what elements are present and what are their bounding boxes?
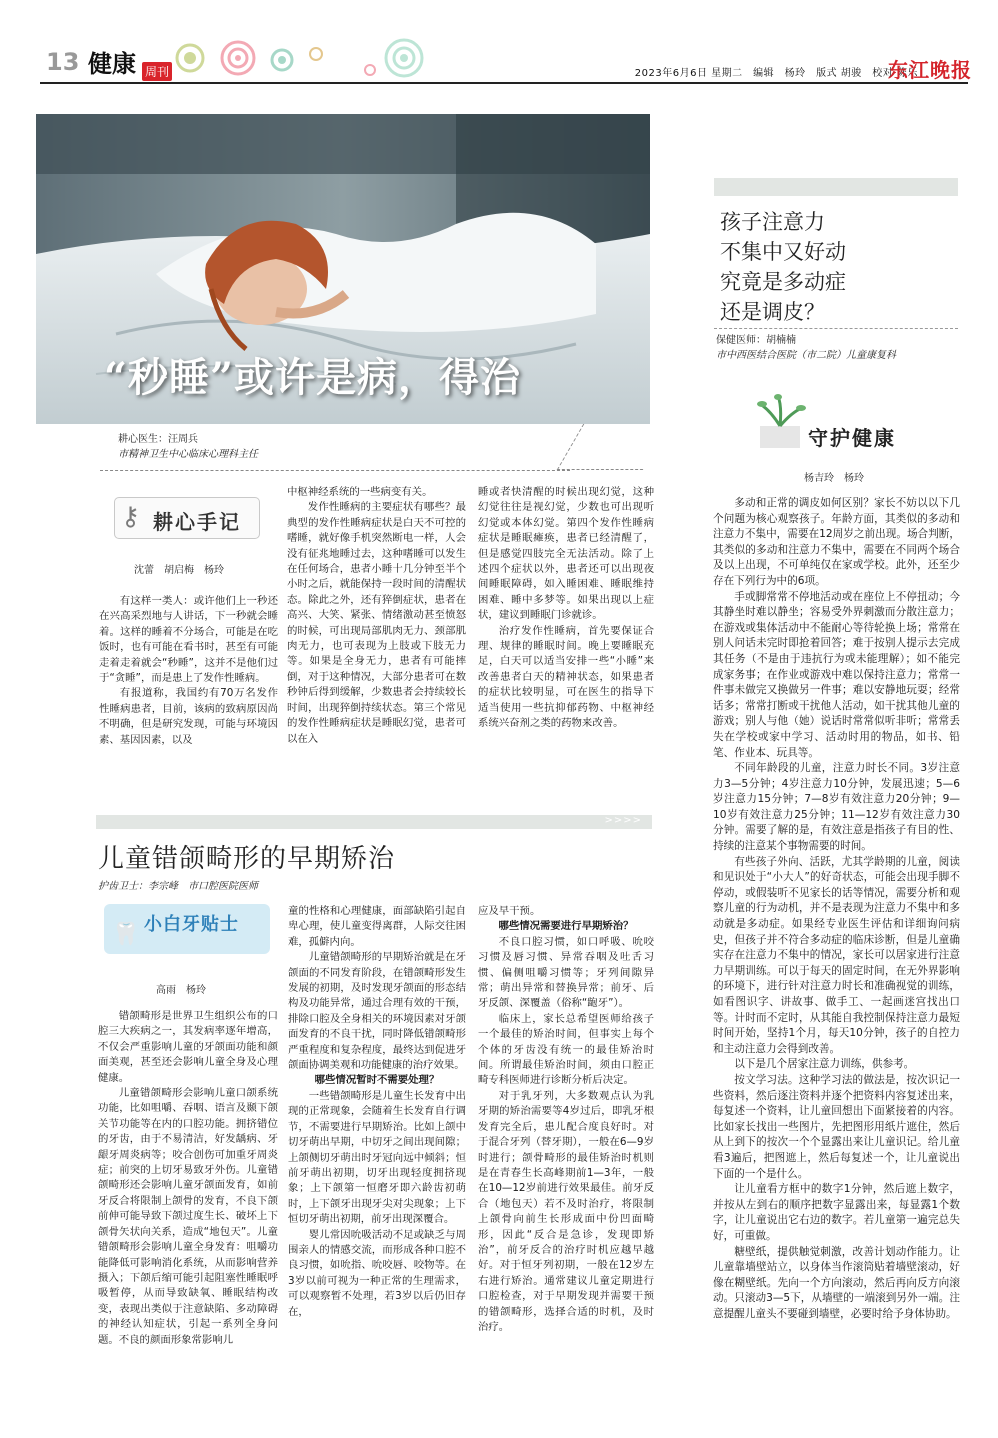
paragraph: 临床上，家长总希望医师给孩子一个最佳的矫治时间，但事实上每个个体的牙齿没有统一的最佳矫治时间。所谓最佳矫治时间，须由口腔正畸专科医师进行诊断分析后决定。 [478,1012,654,1087]
paragraph: 手或脚常常不停地活动或在座位上不停扭动；今其静坐时难以静坐；容易受外界刺激而分散注意力；在游戏或集体活动中不能耐心等待轮换上场；常常在别人问话未完时即抢着回答；难于按别人提示去完成其任务（不是由于违抗行为或未能理解）；如不能完成家务事；在作业或游戏中难以保持注意力；常常一件事未做完又换做另一件事；难以安静地玩耍；经常话多；常常打断或干扰他人活动，如干扰其他儿童的游戏；别人与他（她）说话时常常似听非听；常常丢失在学校或家中学习、活动时用的物品，如书、铅笔、作业本、玩具等。 [713,590,960,759]
paragraph: 有些孩子外向、活跃，尤其学龄期的儿童，阅读和见识处于“小大人”的好奇状态，可能会出现手脚不停动，或假装听不见家长的话等情况，需要分析和观察儿童的行为动机，并不是表现为注意力不集中和多动就是多动症。如果经专业医生评估和详细询问病史，但孩子并不符合多动症的临床诊断，但是儿童确实存在注意力不集中的情况，家长可以居家进行注意力早期训练。可以于每天的固定时间，在无外界影响的环境下，进行针对注意力时长和准确视觉的训练，如看图识字、讲故事、做手工、一起画迷宫找出口等。计时而不定时，从其能自我控制保持注意力最短时间开始，坚持1个月，每天10分钟，孩子的自控力和主动注意力会得到改善。 [713,855,960,1055]
paragraph: 以下是几个居家注意力训练，供参考。 [734,1058,915,1071]
article2-column-3 [478,904,654,1424]
paragraph: 中枢神经系统的一些病变有关。 [287,486,433,498]
header-rule [40,82,968,84]
sidebar-title-line: 还是调皮？ [720,300,825,324]
decor-circles [170,30,430,86]
section-name: 健康 [88,49,136,78]
paragraph: 让儿童看方框中的数字1分钟，然后遮上数字，并按从左到右的顺序把数字显露出来，每显露1个数字，让儿童说出它右边的数字。若儿童第一遍完总失好，可重做。 [713,1183,960,1242]
subheading: 哪些情况需要进行早期矫治？ [498,920,634,933]
paragraph: 错颌畸形是世界卫生组织公布的口腔三大疾病之一，其发病率逐年增高，不仅会严重影响儿童的牙颌面功能和颜面美观，甚至还会影响儿童全身及心理健康。 [98,1010,278,1084]
sidebar-title-line: 不集中又好动 [720,240,846,264]
feature-column-1 [99,594,278,824]
sidebar-title-line: 究竟是多动症 [720,270,846,294]
paragraph: 睡或者快清醒的时候出现幻觉，这种幻觉往往是视幻觉，少数也可出现听幻觉或本体幻觉。第四个发作性睡病症状是睡眠瘫痪，患者已经清醒了，但是感觉四肢完全无法活动。除了上述四个症状以外，患者还可以出现夜间睡眠障碍，如入睡困难、睡眠维持困难、睡中多梦等。如果出现以上症状，建议到睡眠门诊就诊。 [478,486,654,622]
paragraph: 不同年龄段的儿童，注意力时长不同。3岁注意力3—5分钟；4岁注意力10分钟，发展迅速；5—6岁注意力15分钟；7—8岁有效注意力20分钟；9—10岁有效注意力25分钟；11—12岁有效注意力30分钟。需要了解的是，有效注意是指孩子有目的性、持续的注意某个事物需要的时间。 [713,762,960,853]
feature-doctor-credit: 耕心医生：汪周兵 [118,434,198,445]
paragraph: 应及早干预。 [478,905,541,917]
sidebar-title-line: 孩子注意力 [720,210,825,234]
article2-column-1 [98,1009,278,1424]
sidebar-title [720,207,846,327]
sidebar-authors: 杨吉玲 杨玲 [804,473,864,484]
paragraph: 不良口腔习惯，如口呼吸、吮咬习惯及唇习惯、异常吞咽及吐舌习惯、偏侧咀嚼习惯等；牙列间隙异常；萌出异常和替换异常；前牙、后牙反颌、深覆盖（俗称“龅牙”）。 [478,935,654,1010]
paragraph: 婴儿常因吮吸活动不足或缺乏与周围亲人的情感交流，而形成各种口腔不良习惯，如吮指、吮咬唇、咬物等。在3岁以前可视为一种正常的生理需求，可以观察暂不处理，若3岁以后仍旧存在， [288,1228,466,1318]
arrow-marks: >>>> [604,815,642,826]
column-logo-text: 小白牙贴士 [144,914,239,935]
column-logo-text: 耕心手记 [153,510,241,534]
paragraph: 糖壁纸，提供触觉刺激，改善计划动作能力。让儿童靠墙壁站立，以身体当作滚筒贴着墙壁滚动，好像在糊壁纸。先向一个方向滚动，然后再向反方向滚动。只滚动3—5下，从墙壁的一端滚到另外一端。注意提醒儿童头不要碰到墙壁，必要时给予身体协助。 [713,1245,960,1320]
feature-column-2 [287,485,466,825]
paragraph: 童的性格和心理健康，面部缺陷引起自卑心理，使儿童变得离群，人际交往困难，孤僻内向。 [288,905,466,948]
paragraph: 儿童错颌畸形的早期矫治就是在牙颌面的不同发育阶段，在错颌畸形发生发展的初期，及时发现牙颌面的形态结构及功能异常，通过合理有效的干预，排除口腔及全身相关的环境因素对牙颌面发育的不良干扰，同时降低错颌畸形严重程度和复杂程度，最终达到促进牙颌面协调美观和功能健康的治疗效果。 [288,951,466,1072]
article2-authors: 高雨 杨玲 [156,985,206,996]
sidebar-body [713,496,960,1430]
date-editors: 2023年6月6日 星期二 编辑 杨玲 版式 胡骏 校对 陈乐 [634,68,918,79]
paragraph: 按文学习法。这种学习法的做法是，按次识记一些资料，然后逐注资料并逐个把资料内容复述出来，每复述一个资料，让儿童回想出下面紧接着的内容。比如家长找出一些图片，先把图形用纸片遮住，然后从上到下的按次一个个显露出来让儿童识记。给儿童看3遍后，把图遮上，然后每复述一个，让儿童说出下面的一个是什么。 [713,1073,960,1180]
article2-column-2 [288,904,466,1424]
article2-doctor-credit: 护齿卫士：李宗峰 市口腔医院医师 [98,881,258,892]
key-icon: ⚷ [121,502,141,532]
sidebar-doctor-affiliation: 市中西医结合医院（市二院）儿童康复科 [716,350,896,361]
paragraph: 多动和正常的调皮如何区别？家长不妨以以下几个问题为核心观察孩子。年龄方面，其类似的多动和注意力不集中，需要在12周岁之前出现。场合判断，其类似的多动和注意力不集中，需要在不同两个场合及以上出现，不可单纯仅在家或学校。此外，还至少存在下列行为中的6项。 [713,497,960,587]
section-tag: 周刊 [142,62,172,81]
feature-divider-corner [557,424,670,470]
feature-title: “秒睡”或许是病，得治 [104,354,522,401]
paragraph: 儿童错颌畸形会影响儿童口颌系统功能，比如咀嚼、吞咽、语言及颞下颌关节功能等在内的口腔功能。拥挤错位的牙齿，由于不易清洁，好发龋病、牙龈牙周炎病等；咬合创伤可加重牙周炎症；前突的上切牙易致牙外伤。儿童错颌畸形还会影响儿童牙颌面发育，如前牙反合将限制上颌骨的发育，不良下颌前伸可能导致下颌过度生长、破坏上下颌骨矢状向关系，造成“地包天”。儿童错颌畸形会影响儿童全身发育：咀嚼功能降低可影响消化系统，从而影响营养摄入；下颌后缩可能引起阻塞性睡眠呼吸暂停，从而导致缺氧、睡眠结构改变，表现出类似于注意缺陷、多动障碍的神经认知症状，引起一系列全身问题。不良的颜面形象常影响儿 [98,1087,278,1346]
article2-title: 儿童错颌畸形的早期矫治 [98,844,396,874]
paragraph: 有报道称，我国约有70万名发作性睡病患者，目前，该病的致病原因尚不明确，但是研究发现，可能与环境因素、基因因素，以及 [99,687,278,746]
sidebar-divider [714,328,958,329]
newspaper-logo: 东江晚报 [888,58,972,82]
feature-column-3 [478,485,654,825]
feature-authors: 沈蕾 胡启梅 杨玲 [134,565,224,576]
feature-divider [100,470,570,471]
feature-doctor-affiliation: 市精神卫生中心临床心理科主任 [118,449,258,460]
column-logo-shouhu [752,392,926,454]
column-logo-gengxin [114,497,260,539]
subheading: 哪些情况暂时不需要处理？ [314,1074,440,1087]
potted-plant-icon [752,392,808,450]
sidebar-doctor-credit: 保健医师：胡楠楠 [716,335,796,346]
paragraph: 对于乳牙列，大多数观点认为乳牙期的矫治需要等4岁过后，即乳牙根发育完全后，患儿配合度良好时。对于混合牙列（替牙期），一般在6—9岁时进行；颌骨畸形的最佳矫治时机则是在青春生长高峰期前1—3年，一般在10—12岁前进行效果最佳。前牙反合（地包天）若不及时治疗，将限制上颌骨向前生长形成面中份凹面畸形，因此“反合是急诊，发现即矫治”，前牙反合的治疗时机应越早越好。对于恒牙列初期，一般在12岁左右进行矫治。通常建议儿童定期进行口腔检查，对于早期发现并需要干预的错颌畸形，选择合适的时机，及时治疗。 [478,1089,654,1333]
section-bar [96,815,652,829]
paragraph: 有这样一类人：或许他们上一秒还在兴高采烈地与人讲话，下一秒就会睡着。这样的睡着不分场合，可能是在吃饭时，也有可能在看书时，甚至有可能走着走着就会“秒睡”，这并不是他们过于“贪睡”，而是患上了发作性睡病。 [99,595,278,685]
page-number: 13 [46,48,80,76]
paragraph: 发作性睡病的主要症状有哪些？最典型的发作性睡病症状是白天不可控的嗜睡，就好像手机突然断电一样，人会没有征兆地睡过去，这种嗜睡可以发生在任何场合，患者小睡十几分钟至半个小时之后，就能保持一段时间的清醒状态。除此之外，还有猝倒症状，患者在高兴、大笑、紧张、情绪激动甚至愤怒的时候，可出现局部肌肉无力、颈部肌肉无力，也可表现为上肢或下肢无力等。如果是全身无力，患者有可能摔倒，对于这种情况，大部分患者可在数秒钟后得到缓解，少数患者会持续较长时间，出现猝倒持续状态。第三个常见的发作性睡病症状是睡眠幻觉，患者可以在入 [287,501,466,745]
paragraph: 一些错颌畸形是儿童生长发育中出现的正常现象，会随着生长发育自行调节，不需要进行早期矫治。比如上颌中切牙萌出早期，中切牙之间出现间隙；上颌侧切牙萌出时牙冠向远中倾斜；恒前牙萌出初期，切牙出现轻度拥挤现象；上下颌第一恒磨牙即六龄齿初萌时，上下颌牙出现牙尖对尖现象；上下恒切牙萌出初期，前牙出现深覆合。 [288,1089,466,1226]
tooth-icon: 🦷 [112,922,140,947]
column-logo-xiaobaiya [104,904,270,954]
sidebar-bar [714,178,958,196]
column-logo-text: 守护健康 [808,426,896,450]
paragraph: 治疗发作性睡病，首先要保证合理、规律的睡眠时间。晚上要睡眠充足，白天可以适当安排一些“小睡”来改善患者白天的精神状态，如果患者的症状比较明显，可在医生的指导下适当使用一些抗抑郁药物、中枢神经系统兴奋剂之类的药物来改善。 [478,624,654,730]
